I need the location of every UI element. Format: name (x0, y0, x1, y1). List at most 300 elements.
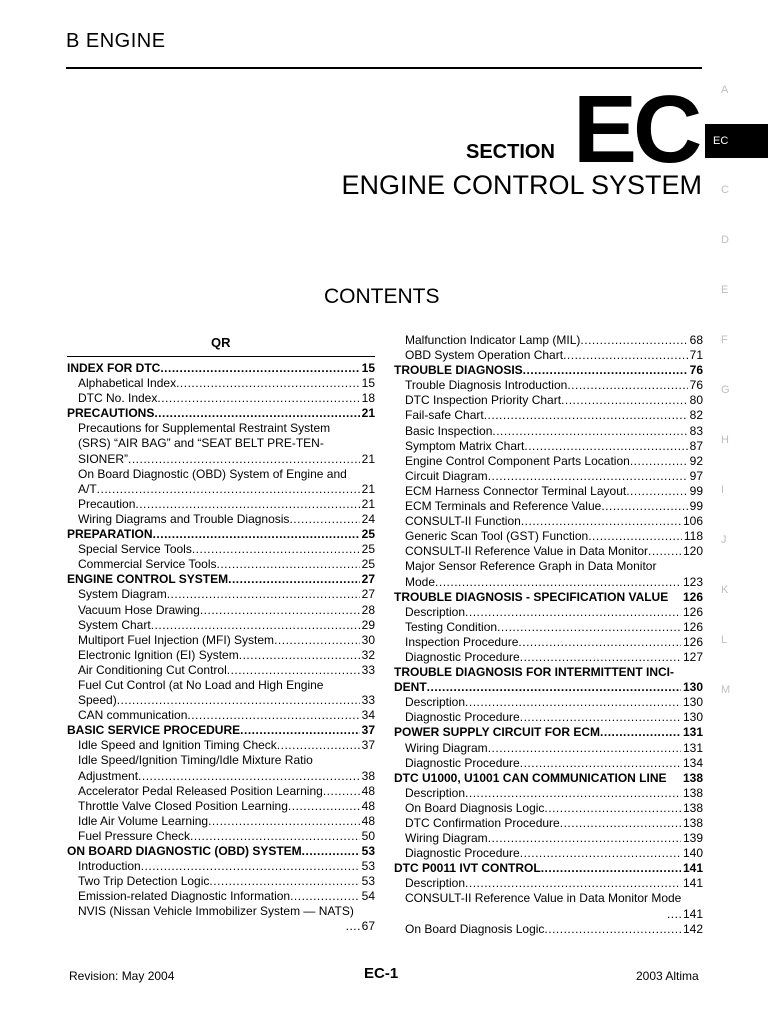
toc-entry[interactable] (394, 756, 703, 771)
toc-entry-title: Speed) (78, 693, 117, 708)
toc-leader-dots (290, 889, 360, 904)
toc-leader-dots (97, 482, 360, 497)
toc-entry-page: 142 (682, 921, 703, 936)
toc-entry[interactable] (67, 708, 375, 723)
toc-leader-dots (484, 408, 688, 423)
toc-entry-title: PRECAUTIONS (67, 406, 155, 421)
toc-left-column (67, 361, 375, 935)
toc-entry[interactable] (67, 693, 375, 708)
toc-leader-dots (217, 557, 360, 572)
toc-entry[interactable] (67, 723, 375, 738)
section-tab-i[interactable] (705, 475, 768, 505)
section-tab-label: M (721, 684, 731, 696)
toc-leader-dots (601, 499, 687, 514)
toc-entry-title: Mode (405, 574, 436, 589)
toc-entry[interactable] (67, 814, 375, 829)
toc-leader-dots (544, 922, 681, 937)
toc-entry[interactable] (67, 497, 375, 512)
toc-entry[interactable] (394, 695, 703, 710)
toc-entry-page: 53 (361, 874, 375, 889)
toc-entry-page: 25 (361, 542, 375, 557)
toc-entry[interactable] (67, 874, 375, 889)
toc-entry-page: 99 (689, 499, 703, 514)
toc-entry-page: 50 (361, 828, 375, 843)
toc-entry[interactable] (394, 499, 703, 514)
section-tab-label: E (721, 284, 729, 296)
section-title: ENGINE CONTROL SYSTEM (341, 170, 702, 200)
toc-entry[interactable] (67, 829, 375, 844)
section-tab-j[interactable] (705, 525, 768, 555)
toc-entry-page: 97 (689, 468, 703, 483)
toc-entry-page: 25 (361, 557, 375, 572)
toc-entry[interactable] (67, 769, 375, 784)
footer-model: 2003 Altima (636, 969, 699, 983)
toc-leader-dots (192, 542, 360, 557)
toc-entry-title: Inspection Procedure (405, 634, 519, 649)
toc-leader-dots (497, 620, 681, 635)
toc-entry-title: POWER SUPPLY CIRCUIT FOR ECM (394, 725, 601, 740)
toc-entry[interactable] (67, 648, 375, 663)
toc-entry[interactable] (394, 861, 703, 876)
toc-entry[interactable] (394, 846, 703, 861)
toc-entry[interactable] (67, 436, 375, 451)
toc-entry[interactable] (394, 484, 703, 499)
toc-entry[interactable] (67, 919, 375, 934)
toc-entry-title: Idle Speed and Ignition Timing Check (78, 738, 277, 753)
toc-entry-title: INDEX FOR DTC (67, 361, 161, 375)
toc-entry[interactable] (394, 544, 703, 559)
toc-entry[interactable] (394, 454, 703, 469)
toc-entry-page: 76 (689, 363, 703, 378)
toc-entry-title: ON BOARD DIAGNOSTIC (OBD) SYSTEM (67, 844, 302, 858)
toc-entry-page: 21 (361, 481, 375, 496)
footer-page-number: EC-1 (364, 965, 399, 982)
toc-leader-dots (135, 497, 359, 512)
toc-entry[interactable] (67, 633, 375, 648)
toc-entry-title: Air Conditioning Cut Control (78, 662, 227, 677)
toc-entry-title: ECM Terminals and Reference Value (405, 499, 602, 514)
toc-entry-page: 48 (361, 798, 375, 813)
section-tab-label: D (721, 234, 729, 246)
toc-entry[interactable] (67, 618, 375, 633)
toc-entry-page: 71 (689, 348, 703, 363)
toc-entry[interactable] (67, 542, 375, 557)
section-tab-m[interactable] (705, 675, 768, 705)
toc-leader-dots (524, 439, 687, 454)
toc-entry-page: 141 (682, 906, 703, 921)
toc-entry[interactable] (394, 575, 703, 590)
toc-entry[interactable] (394, 876, 703, 891)
section-tab-label: J (721, 534, 727, 546)
toc-leader-dots (544, 801, 681, 816)
toc-leader-dots (157, 391, 359, 406)
toc-entry-page: 37 (361, 723, 375, 738)
toc-entry[interactable] (67, 904, 375, 919)
toc-entry-page: 138 (682, 800, 703, 815)
footer-revision: Revision: May 2004 (69, 969, 175, 983)
toc-entry-title: Commercial Service Tools (78, 557, 217, 572)
toc-entry-title: Two Trip Detection Logic (78, 874, 210, 889)
toc-entry-page: 25 (361, 527, 375, 542)
toc-leader-dots (208, 814, 360, 829)
toc-entry-title: Precaution (78, 496, 136, 511)
toc-leader-dots (151, 618, 360, 633)
toc-entry[interactable] (394, 710, 703, 725)
toc-entry[interactable] (67, 361, 375, 376)
toc-leader-dots (228, 572, 360, 587)
toc-entry[interactable] (67, 738, 375, 753)
toc-entry[interactable] (394, 680, 703, 695)
section-tab-label: I (721, 484, 725, 496)
toc-entry[interactable] (394, 665, 703, 680)
toc-entry-title: TROUBLE DIAGNOSIS - SPECIFICATION VALUE (394, 589, 669, 604)
toc-leader-dots (567, 378, 687, 393)
toc-entry-title: Special Service Tools (78, 542, 192, 557)
toc-entry[interactable] (67, 557, 375, 572)
toc-entry-title: Adjustment (78, 768, 139, 783)
toc-entry-page: 15 (361, 361, 375, 375)
toc-entry-page: 131 (682, 725, 703, 740)
toc-leader-dots (520, 846, 681, 861)
toc-entry-title: DTC No. Index (78, 391, 158, 406)
toc-entry-title: Diagnostic Procedure (405, 755, 520, 770)
toc-entry-title: Wiring Diagram (405, 831, 488, 846)
section-tab-label: G (721, 384, 730, 396)
toc-entry[interactable] (394, 378, 703, 393)
toc-leader-dots (141, 859, 360, 874)
section-tab-f[interactable] (705, 325, 768, 355)
toc-entry-page: 126 (682, 604, 703, 619)
toc-entry-page: 68 (689, 333, 703, 347)
toc-entry-title: Symptom Matrix Chart (405, 438, 525, 453)
section-code: EC (573, 76, 699, 183)
toc-entry-title: Idle Air Volume Learning (78, 813, 209, 828)
toc-leader-dots (667, 907, 681, 922)
toc-entry[interactable] (394, 650, 703, 665)
toc-entry[interactable] (394, 469, 703, 484)
toc-entry-title: NVIS (Nissan Vehicle Immobilizer System — NATS) (78, 904, 354, 919)
toc-entry[interactable] (394, 891, 703, 906)
toc-entry[interactable] (394, 741, 703, 756)
toc-right-column (394, 333, 703, 937)
toc-entry[interactable] (394, 635, 703, 650)
toc-entry-page: 48 (361, 813, 375, 828)
toc-entry-page: 33 (361, 693, 375, 708)
toc-entry-page: 139 (682, 831, 703, 846)
toc-entry-title: DTC P0011 IVT CONTROL (394, 861, 541, 876)
toc-entry-page: 138 (682, 816, 703, 830)
toc-entry-title: Wiring Diagram (405, 740, 488, 755)
toc-entry-title: DENT (394, 680, 427, 695)
header-rule (66, 67, 702, 69)
toc-entry-title: System Chart (78, 617, 151, 632)
toc-leader-dots (465, 876, 681, 891)
toc-entry-page: 24 (361, 511, 375, 526)
toc-entry[interactable] (67, 467, 375, 482)
toc-entry-page: 130 (682, 710, 703, 725)
section-tab-k[interactable] (705, 575, 768, 605)
qr-rule (67, 356, 375, 357)
toc-entry-page: 76 (689, 378, 703, 393)
section-tab-d[interactable] (705, 225, 768, 255)
toc-leader-dots (427, 680, 681, 695)
toc-leader-dots (346, 919, 360, 934)
toc-leader-dots (488, 741, 681, 756)
toc-entry-page: 82 (689, 408, 703, 423)
section-tab-c[interactable] (705, 175, 768, 205)
toc-entry-page: 87 (689, 438, 703, 453)
toc-entry-title: OBD System Operation Chart (405, 348, 564, 363)
toc-entry-title: Diagnostic Procedure (405, 710, 520, 725)
toc-entry-title: BASIC SERVICE PROCEDURE (67, 723, 241, 738)
section-tab-ec[interactable] (705, 124, 768, 158)
section-tab-a[interactable] (705, 75, 768, 105)
toc-entry[interactable] (394, 620, 703, 635)
toc-entry-title: On Board Diagnosis Logic (405, 800, 545, 815)
toc-entry[interactable] (67, 391, 375, 406)
toc-leader-dots (154, 406, 359, 421)
toc-entry[interactable] (67, 678, 375, 693)
toc-entry[interactable] (394, 786, 703, 801)
toc-entry[interactable] (67, 799, 375, 814)
group-title: B ENGINE (66, 30, 166, 52)
toc-leader-dots (488, 831, 681, 846)
toc-entry[interactable] (67, 889, 375, 904)
toc-leader-dots (239, 648, 360, 663)
toc-leader-dots (274, 633, 360, 648)
toc-entry-page: 38 (361, 768, 375, 783)
toc-entry-page: 33 (361, 662, 375, 677)
toc-entry-title: Generic Scan Tool (GST) Function (405, 529, 589, 544)
toc-entry-page: 134 (682, 755, 703, 770)
toc-leader-dots (138, 769, 360, 784)
toc-entry[interactable] (394, 408, 703, 423)
toc-leader-dots (277, 738, 360, 753)
toc-entry-page: 126 (682, 589, 703, 604)
toc-entry-page: 21 (361, 406, 375, 421)
toc-entry[interactable] (67, 844, 375, 859)
toc-entry-page: 67 (361, 919, 375, 934)
toc-leader-dots (435, 575, 681, 590)
toc-entry-title: DTC Inspection Priority Chart (405, 393, 562, 408)
section-tab-label: K (721, 584, 729, 596)
toc-leader-dots (465, 695, 681, 710)
toc-entry-page: 15 (361, 376, 375, 391)
toc-entry-title: Fuel Pressure Check (78, 828, 191, 843)
toc-leader-dots (648, 544, 681, 559)
toc-entry-title: Throttle Valve Closed Position Learning (78, 798, 288, 813)
toc-leader-dots (518, 635, 681, 650)
toc-entry-page: 18 (361, 391, 375, 406)
toc-entry-page: 54 (361, 889, 375, 904)
toc-entry[interactable] (67, 859, 375, 874)
toc-leader-dots (588, 529, 682, 544)
toc-entry-title: CONSULT-II Reference Value in Data Monitor (405, 544, 648, 559)
toc-entry-title: System Diagram (78, 587, 167, 602)
toc-entry-title: Major Sensor Reference Graph in Data Monitor (405, 559, 657, 574)
toc-leader-dots (630, 454, 688, 469)
toc-entry[interactable] (394, 559, 703, 574)
toc-entry-page: 27 (361, 572, 375, 587)
section-tab-g[interactable] (705, 375, 768, 405)
toc-entry-title: SIONER” (78, 451, 129, 466)
toc-leader-dots (520, 650, 681, 665)
toc-entry-page: 106 (682, 514, 703, 529)
toc-entry[interactable] (67, 512, 375, 527)
toc-entry[interactable] (394, 801, 703, 816)
toc-entry[interactable] (67, 452, 375, 467)
toc-entry[interactable] (67, 482, 375, 497)
toc-entry-title: On Board Diagnosis Logic (405, 921, 545, 936)
toc-entry-title: Description (405, 604, 466, 619)
toc-entry[interactable] (67, 527, 375, 542)
toc-leader-dots (240, 723, 359, 738)
toc-entry-page: 140 (682, 846, 703, 861)
toc-entry-title: Emission-related Diagnostic Information (78, 889, 291, 904)
toc-leader-dots (302, 844, 360, 859)
toc-leader-dots (167, 587, 360, 602)
toc-entry-title: TROUBLE DIAGNOSIS FOR INTERMITTENT INCI- (394, 665, 674, 680)
toc-entry-title: Fail-safe Chart (405, 408, 484, 423)
toc-entry[interactable] (394, 922, 703, 937)
section-tab-label: F (721, 334, 728, 346)
toc-entry[interactable] (394, 907, 703, 922)
toc-entry-page: 48 (361, 783, 375, 798)
toc-leader-dots (465, 786, 681, 801)
section-tab-label: A (721, 84, 729, 96)
toc-leader-dots (160, 361, 359, 376)
toc-leader-dots (488, 469, 688, 484)
toc-entry-title: CONSULT-II Function (405, 514, 521, 529)
toc-entry[interactable] (394, 393, 703, 408)
toc-entry[interactable] (394, 348, 703, 363)
toc-entry-page: 83 (689, 423, 703, 438)
toc-entry-page: 118 (683, 529, 703, 544)
toc-leader-dots (288, 799, 360, 814)
toc-entry-title: Fuel Cut Control (at No Load and High Engine (78, 677, 324, 692)
toc-entry-title: Idle Speed/Ignition Timing/Idle Mixture Ratio (78, 753, 313, 768)
toc-leader-dots (227, 663, 360, 678)
toc-entry[interactable] (394, 529, 703, 544)
toc-entry[interactable] (394, 363, 703, 378)
toc-leader-dots (626, 484, 687, 499)
toc-entry-page: 130 (682, 695, 703, 710)
toc-leader-dots (190, 829, 360, 844)
toc-entry[interactable] (394, 831, 703, 846)
toc-entry-title: Malfunction Indicator Lamp (MIL) (405, 333, 581, 347)
toc-leader-dots (209, 874, 359, 889)
toc-entry-page: 141 (682, 861, 703, 876)
toc-entry-title: Precautions for Supplemental Restraint System (78, 421, 331, 436)
toc-entry[interactable] (394, 590, 703, 605)
toc-leader-dots (153, 527, 360, 542)
toc-entry-page: 29 (361, 617, 375, 632)
toc-entry-title: Circuit Diagram (405, 468, 488, 483)
toc-leader-dots (128, 452, 360, 467)
toc-entry-title: Electronic Ignition (EI) System (78, 647, 239, 662)
toc-entry[interactable] (394, 816, 703, 831)
toc-entry-page: 28 (361, 602, 375, 617)
toc-entry[interactable] (67, 603, 375, 618)
toc-entry[interactable] (394, 725, 703, 740)
toc-entry[interactable] (67, 753, 375, 768)
toc-leader-dots (200, 603, 360, 618)
qr-heading: QR (211, 335, 231, 350)
toc-entry[interactable] (67, 376, 375, 391)
toc-entry[interactable] (394, 333, 703, 348)
toc-entry[interactable] (67, 784, 375, 799)
toc-entry-page: 131 (682, 740, 703, 755)
toc-leader-dots (561, 393, 688, 408)
toc-entry-title: TROUBLE DIAGNOSIS (394, 363, 523, 378)
toc-entry-title: Alphabetical Index (78, 376, 177, 391)
toc-entry-title: ENGINE CONTROL SYSTEM (67, 572, 229, 587)
toc-entry-title: CONSULT-II Reference Value in Data Monitor Mode (405, 891, 682, 906)
toc-entry[interactable] (394, 605, 703, 620)
section-word: SECTION (466, 141, 555, 163)
toc-entry-page: 80 (689, 393, 703, 408)
toc-entry-title: Engine Control Component Parts Location (405, 453, 630, 468)
toc-entry-title: CAN communication (78, 708, 188, 723)
toc-entry[interactable] (67, 572, 375, 587)
toc-entry-title: DTC U1000, U1001 CAN COMMUNICATION LINE (394, 770, 667, 785)
toc-entry-page: 34 (361, 708, 375, 723)
section-tab-label: EC (713, 135, 729, 147)
toc-entry-page: 21 (361, 451, 375, 466)
toc-entry[interactable] (67, 421, 375, 436)
toc-entry-title: Basic Inspection (405, 423, 493, 438)
toc-entry-page: 37 (361, 738, 375, 753)
toc-entry-title: Trouble Diagnosis Introduction (405, 378, 568, 393)
toc-leader-dots (117, 693, 360, 708)
toc-entry-page: 27 (361, 587, 375, 602)
toc-entry-page: 126 (682, 634, 703, 649)
section-tab-l[interactable] (705, 625, 768, 655)
section-tab-e[interactable] (705, 275, 768, 305)
toc-leader-dots (520, 756, 681, 771)
toc-leader-dots (520, 710, 681, 725)
toc-leader-dots (563, 348, 688, 363)
toc-entry-page: 53 (361, 859, 375, 874)
toc-entry-page: 53 (361, 844, 375, 858)
section-tab-h[interactable] (705, 425, 768, 455)
toc-entry[interactable] (394, 424, 703, 439)
toc-leader-dots (176, 376, 360, 391)
toc-entry-title: A/T (78, 481, 97, 496)
toc-entry-title: (SRS) “AIR BAG” and “SEAT BELT PRE-TEN- (78, 436, 324, 451)
toc-entry-page: 120 (682, 544, 703, 559)
toc-entry-page: 21 (361, 496, 375, 511)
toc-entry-page: 141 (682, 876, 703, 891)
toc-entry-page: 138 (682, 770, 703, 785)
toc-entry[interactable] (394, 514, 703, 529)
toc-leader-dots (492, 424, 687, 439)
toc-leader-dots (323, 784, 360, 799)
toc-entry-page: 126 (682, 619, 703, 634)
toc-entry-page: 123 (682, 574, 703, 589)
toc-entry-title: Description (405, 876, 466, 891)
toc-entry-page: 138 (682, 785, 703, 800)
toc-entry-page: 32 (361, 647, 375, 662)
toc-entry[interactable] (394, 771, 703, 786)
toc-entry-page: 127 (682, 649, 703, 664)
toc-entry[interactable] (394, 439, 703, 454)
toc-entry[interactable] (67, 663, 375, 678)
toc-entry[interactable] (67, 406, 375, 421)
toc-entry-title: Diagnostic Procedure (405, 649, 520, 664)
toc-leader-dots (560, 816, 681, 831)
toc-entry[interactable] (67, 587, 375, 602)
